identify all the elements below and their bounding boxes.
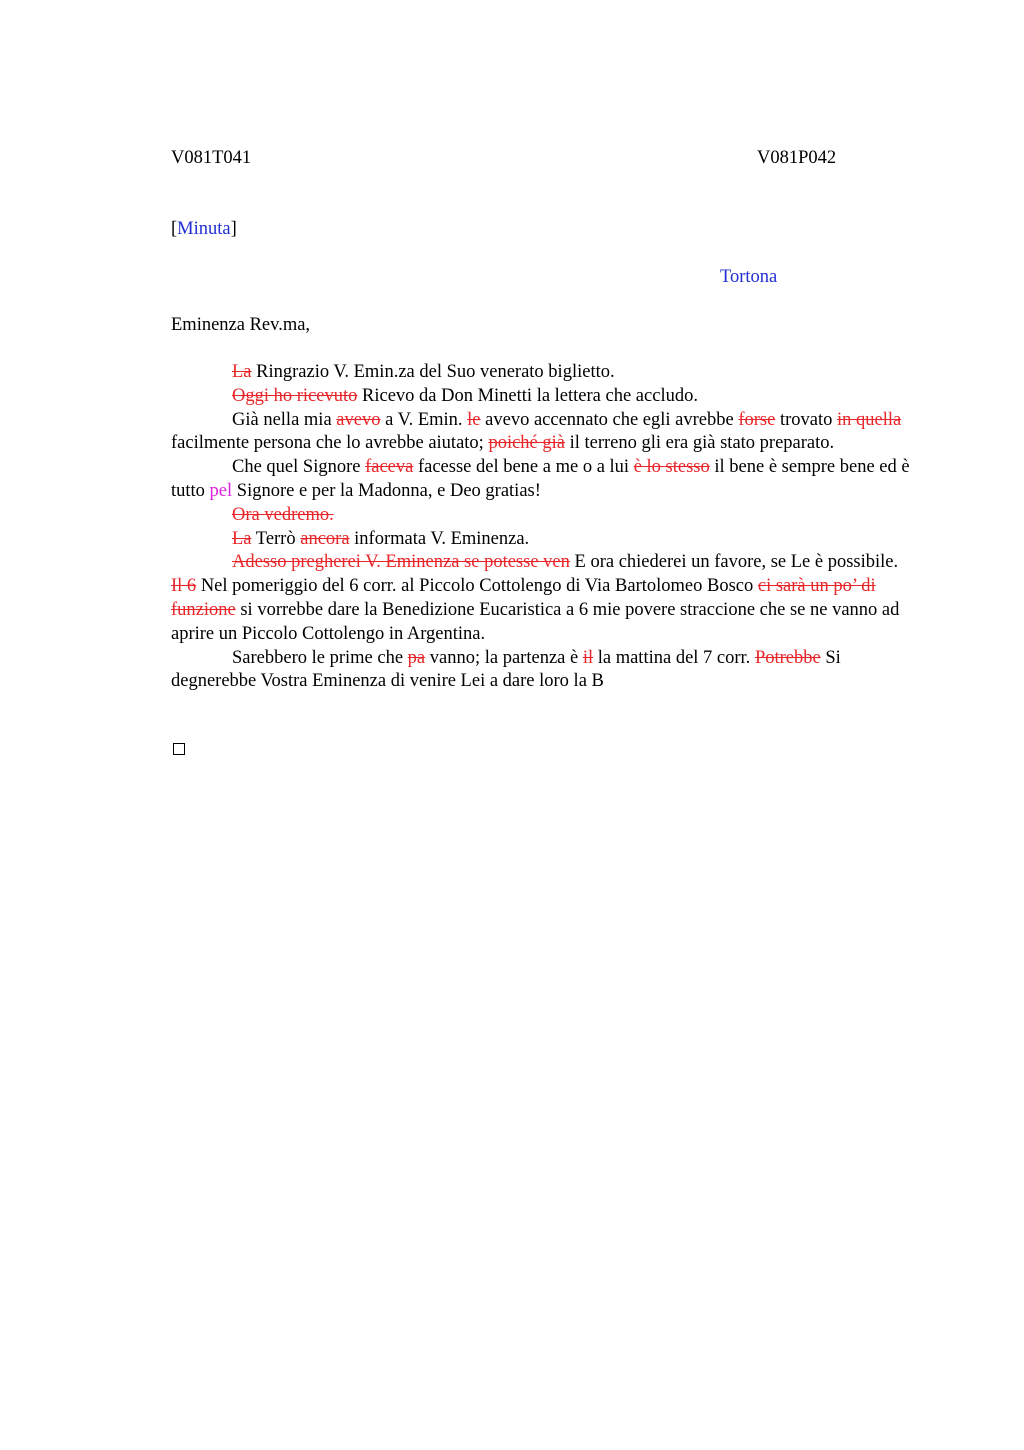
deleted-text: pa	[407, 647, 426, 668]
letter-paragraph	[171, 409, 911, 457]
deleted-text: forse	[738, 409, 776, 430]
text-run: Si degnerebbe Vostra Eminenza di venire Lei a dare loro la B	[171, 647, 841, 692]
deleted-text: La	[232, 362, 252, 382]
deleted-text: avevo	[336, 409, 381, 430]
deleted-text: Adesso pregherei V. Eminenza se potesse ven	[232, 552, 570, 573]
minuta-label: Minuta	[177, 219, 231, 239]
deleted-text: poiché già	[488, 433, 565, 454]
variant-text: pel	[209, 480, 233, 501]
bracket-open: [	[171, 219, 178, 239]
checkbox-square-icon	[173, 743, 185, 755]
text-run: E ora chiederei un favore, se Le è possibile.	[569, 552, 899, 573]
letter-paragraph	[171, 504, 911, 528]
text-run: la mattina del 7 corr.	[593, 647, 755, 668]
letter-paragraph	[171, 647, 911, 695]
text-run: Sarebbero le prime che	[232, 647, 408, 668]
bracket-close: ]	[230, 219, 237, 239]
letter-paragraph	[171, 528, 911, 552]
text-run: informata V. Eminenza.	[349, 528, 530, 549]
deleted-text: il	[582, 647, 594, 668]
text-run: facesse del bene a me o a lui	[413, 457, 634, 478]
deleted-text: ancora	[300, 528, 350, 549]
deleted-text: La	[232, 528, 252, 549]
deleted-text: faceva	[365, 457, 414, 478]
deleted-text: Potrebbe	[754, 647, 821, 668]
deleted-text: Il 6	[171, 576, 197, 597]
text-run: a V. Emin.	[380, 409, 468, 430]
letter-paragraph	[171, 385, 911, 409]
text-run: Ringrazio V. Emin.za del Suo venerato biglietto.	[251, 362, 615, 382]
deleted-text: Ora vedremo.	[232, 504, 334, 525]
text-run: Che quel Signore	[232, 457, 366, 478]
text-run: Signore e per la Madonna, e Deo gratias!	[232, 480, 541, 501]
deleted-text: le	[467, 409, 481, 430]
text-run: Già nella mia	[232, 409, 337, 430]
text-run: vanno; la partenza è	[425, 647, 583, 668]
text-run: Ricevo da Don Minetti la lettera che accludo.	[357, 385, 698, 406]
letter-paragraph	[171, 456, 911, 504]
deleted-text: in quella	[836, 409, 902, 430]
text-run: facilmente persona che lo avrebbe aiutato;	[171, 433, 489, 454]
deleted-text: è lo stesso	[633, 457, 710, 478]
letter-paragraph	[171, 361, 911, 385]
draft-label	[171, 218, 237, 240]
salutation: Eminenza Rev.ma,	[171, 315, 311, 335]
deleted-text: ci sarà un po’ di funzione	[171, 576, 876, 620]
letter-body	[171, 361, 911, 694]
text-run: Terrò	[251, 528, 301, 549]
document-code-right: V081P042	[757, 148, 837, 168]
text-run: Nel pomeriggio del 6 corr. al Piccolo Cottolengo di Via Bartolomeo Bosco	[196, 576, 758, 597]
deleted-text: Oggi ho ricevuto	[232, 385, 358, 406]
text-run: si vorrebbe dare la Benedizione Eucaristica a 6 mie povere straccione che se ne vanno ad aprire un Piccolo Cottolengo in Argentina.	[171, 599, 900, 644]
text-run: il bene è sempre bene ed è tutto	[171, 457, 910, 501]
text-run: avevo accennato che egli avrebbe	[480, 409, 739, 430]
letter-paragraph	[171, 551, 911, 646]
document-code-left: V081T041	[171, 148, 252, 168]
place-name: Tortona	[720, 267, 778, 287]
text-run: trovato	[775, 409, 837, 430]
text-run: il terreno gli era già stato preparato.	[564, 433, 835, 454]
